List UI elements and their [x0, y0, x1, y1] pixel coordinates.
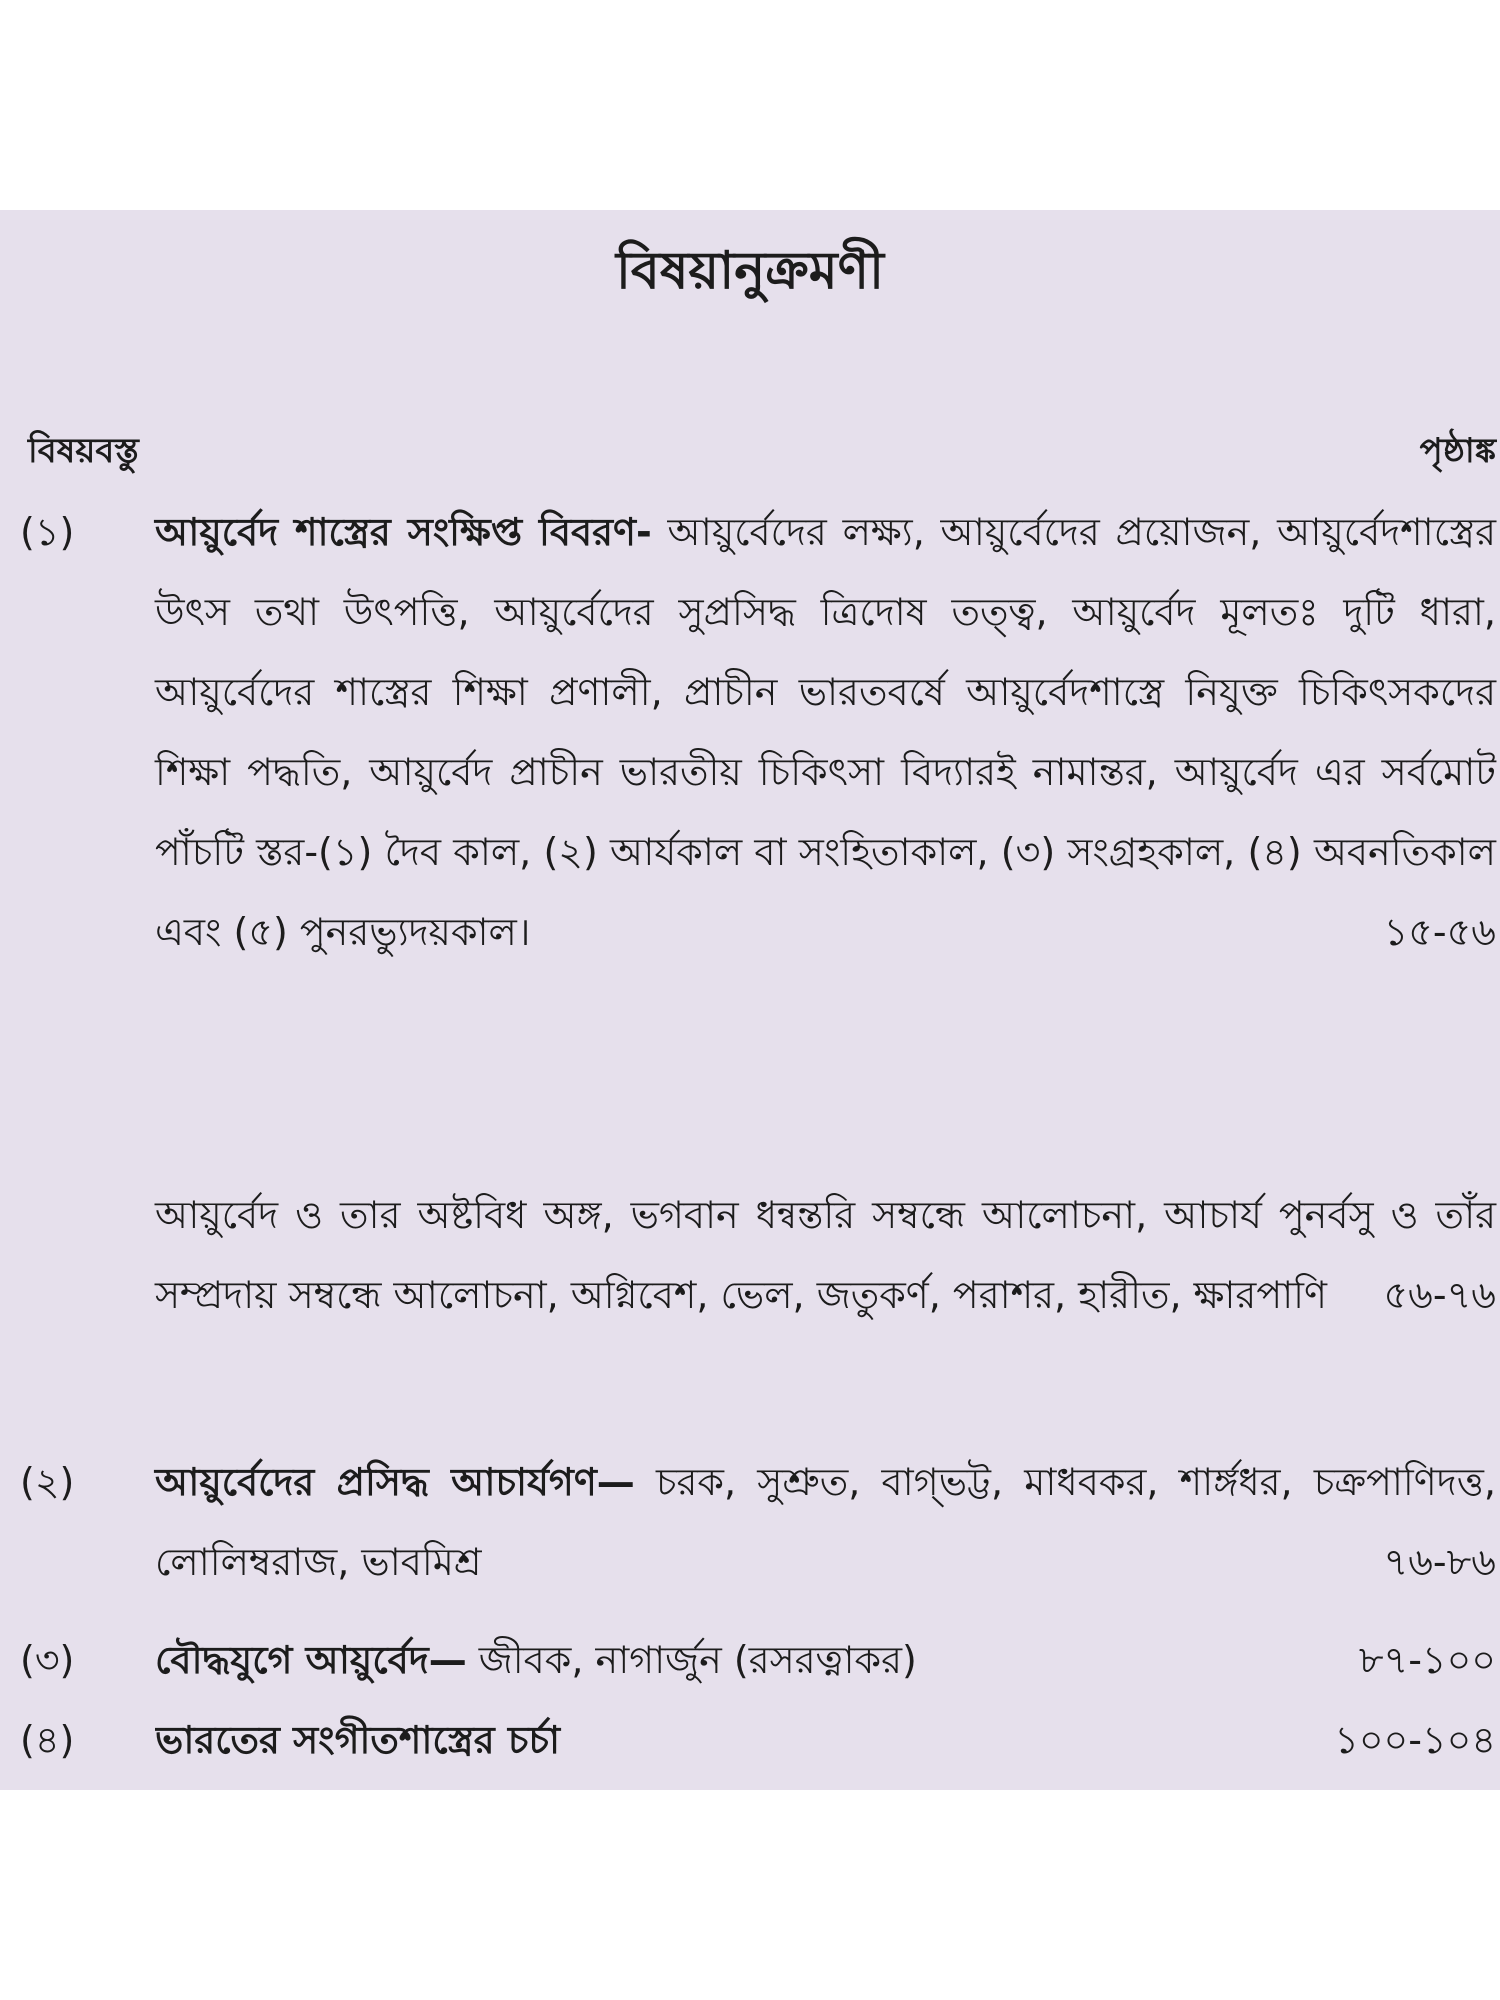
toc-entry-1: [20, 492, 1496, 972]
page-title: বিষয়ানুক্রমণী: [616, 241, 884, 301]
entry-text: আয়ুর্বেদের লক্ষ্য, আয়ুর্বেদের প্রয়োজন, আয়ুর্বেদশাস্ত্রের উৎস তথা উৎপত্তি, আয়ুর্বেদের সুপ্রসিদ্ধ ত্রিদোষ তত্ত্ব, আয়ুর্বেদ মূলতঃ দুটি ধারা, আয়ুর্বেদের শাস্ত্রের শিক্ষা প্রণালী, প্রাচীন ভারতবর্ষে আয়ুর্বেদশাস্ত্রে নিযুক্ত চিকিৎসকদের শিক্ষা পদ্ধতি, আয়ুর্বেদ প্রাচীন ভারতীয় চিকিৎসা বিদ্যারই নামান্তর, আয়ুর্বেদ এর সর্বমোট পাঁচটি স্তর-(১) দৈব কাল, (২) আর্যকাল বা সংহিতাকাল, (৩) সংগ্রহকাল, (৪) অবনতিকাল এবং (৫) পুনরভ্যুদয়কাল।: [155, 510, 1497, 954]
entry-number: (২): [20, 1460, 75, 1504]
entry-heading: আয়ুর্বেদের প্রসিদ্ধ আচার্যগণ—: [155, 1460, 635, 1504]
subject-column-header: বিষয়বস্তু: [28, 431, 139, 471]
entry-heading: আয়ুর্বেদ শাস্ত্রের সংক্ষিপ্ত বিবরণ-: [155, 510, 652, 554]
entry-pages: ৭৬-৮৬: [1383, 1540, 1496, 1584]
toc-entry-2: [20, 1442, 1496, 1602]
toc-entry-4: [20, 1700, 1496, 1780]
entry-body: [155, 1620, 1496, 1700]
entry-pages: ৫৬-৭৬: [1383, 1273, 1496, 1317]
entry-text: চরক, সুশ্রুত, বাগ্ভট্ট, মাধবকর, শার্ঙ্গধর, চক্রপাণিদত্ত, লোলিম্বরাজ, ভাবমিশ্র: [155, 1460, 1496, 1584]
entry-number: (৪): [20, 1718, 75, 1762]
entry-number: (১): [20, 510, 75, 554]
entry-body: [155, 1700, 1496, 1780]
entry-body: [155, 1175, 1496, 1335]
page-column-header: পৃষ্ঠাঙ্ক: [1419, 431, 1496, 471]
entry-pages: ১০০-১০৪: [1334, 1718, 1496, 1762]
entry-pages: ৮৭-১০০: [1358, 1638, 1496, 1682]
entry-body: [155, 492, 1496, 972]
toc-entry-3: [20, 1620, 1496, 1700]
contents-page: [0, 210, 1500, 1790]
entry-text: জীবক, নাগার্জুন (রসরত্নাকর): [466, 1638, 917, 1682]
entry-heading: ভারতের সংগীতশাস্ত্রের চর্চা: [155, 1718, 560, 1762]
entry-heading: বৌদ্ধযুগে আয়ুর্বেদ—: [155, 1638, 467, 1682]
entry-body: [155, 1442, 1496, 1602]
entry-number: (৩): [20, 1638, 75, 1682]
toc-entry-1-continued: [20, 1175, 1496, 1335]
entry-text: আয়ুর্বেদ ও তার অষ্টবিধ অঙ্গ, ভগবান ধন্বন্তরি সম্বন্ধে আলোচনা, আচার্য পুনর্বসু ও তাঁর সম্প্রদায় সম্বন্ধে আলোচনা, অগ্নিবেশ, ভেল, জতুকর্ণ, পরাশর, হারীত, ক্ষারপাণি: [155, 1193, 1496, 1317]
entry-pages: ১৫-৫৬: [1383, 910, 1496, 954]
